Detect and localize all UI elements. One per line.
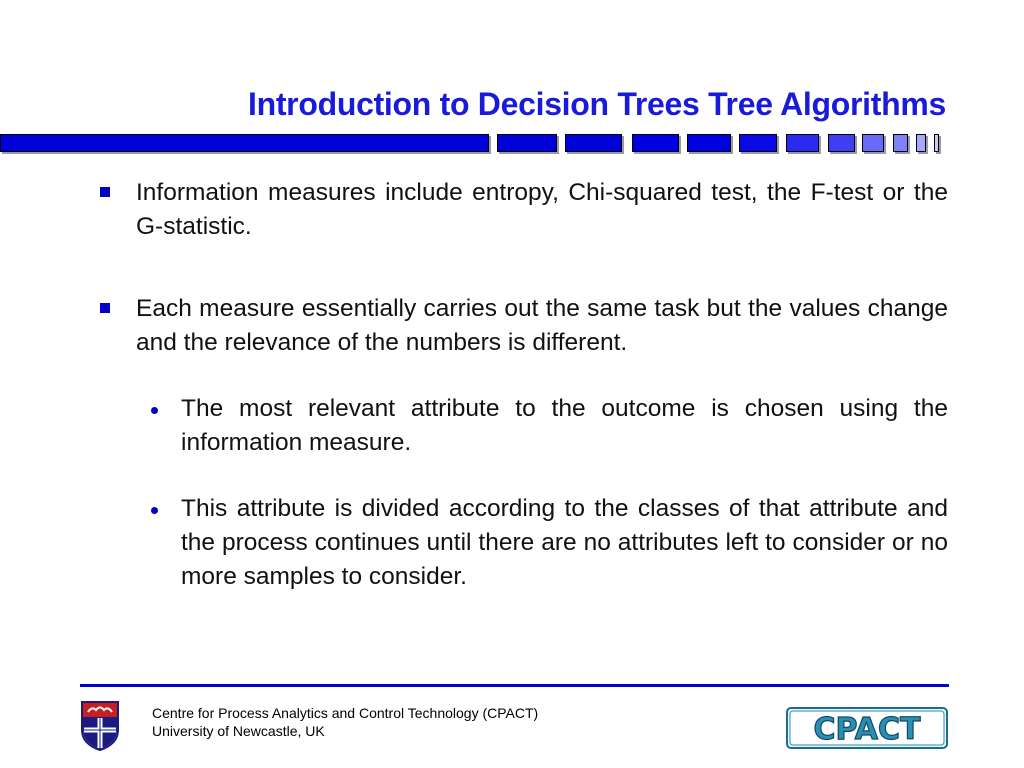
footer-divider [80,684,949,687]
footer-line-1: Centre for Process Analytics and Control Technology (CPACT) [152,705,539,721]
dot-bullet-icon [151,407,158,414]
slide-title: Introduction to Decision Trees Tree Algorithms [247,86,946,122]
university-crest-icon [80,700,120,752]
bullet-item [100,292,948,360]
sub-bullet-text: The most relevant attribute to the outcome is chosen using the information measure. [181,395,948,456]
sub-bullet-text: This attribute is divided according to the classes of that attribute and the process continues until there are no attributes left to consider or no more samples to consider. [181,495,948,590]
cpact-logo [786,707,948,749]
bullet-text: Information measures include entropy, Chi-squared test, the F-test or the G-statistic. [136,179,948,240]
bullet-text: Each measure essentially carries out the same task but the values change and the relevance of the numbers is different. [136,295,948,356]
square-bullet-icon [100,303,110,313]
bullet-item [100,176,948,244]
square-bullet-icon [100,187,110,197]
sub-bullet-item [151,492,948,594]
logo-text: CPACT [813,712,921,747]
dot-bullet-icon [151,507,158,514]
sub-bullet-item [151,392,948,460]
footer-institution [152,704,538,740]
title-decoration-bar [0,134,945,154]
footer-line-2: University of Newcastle, UK [152,723,325,739]
